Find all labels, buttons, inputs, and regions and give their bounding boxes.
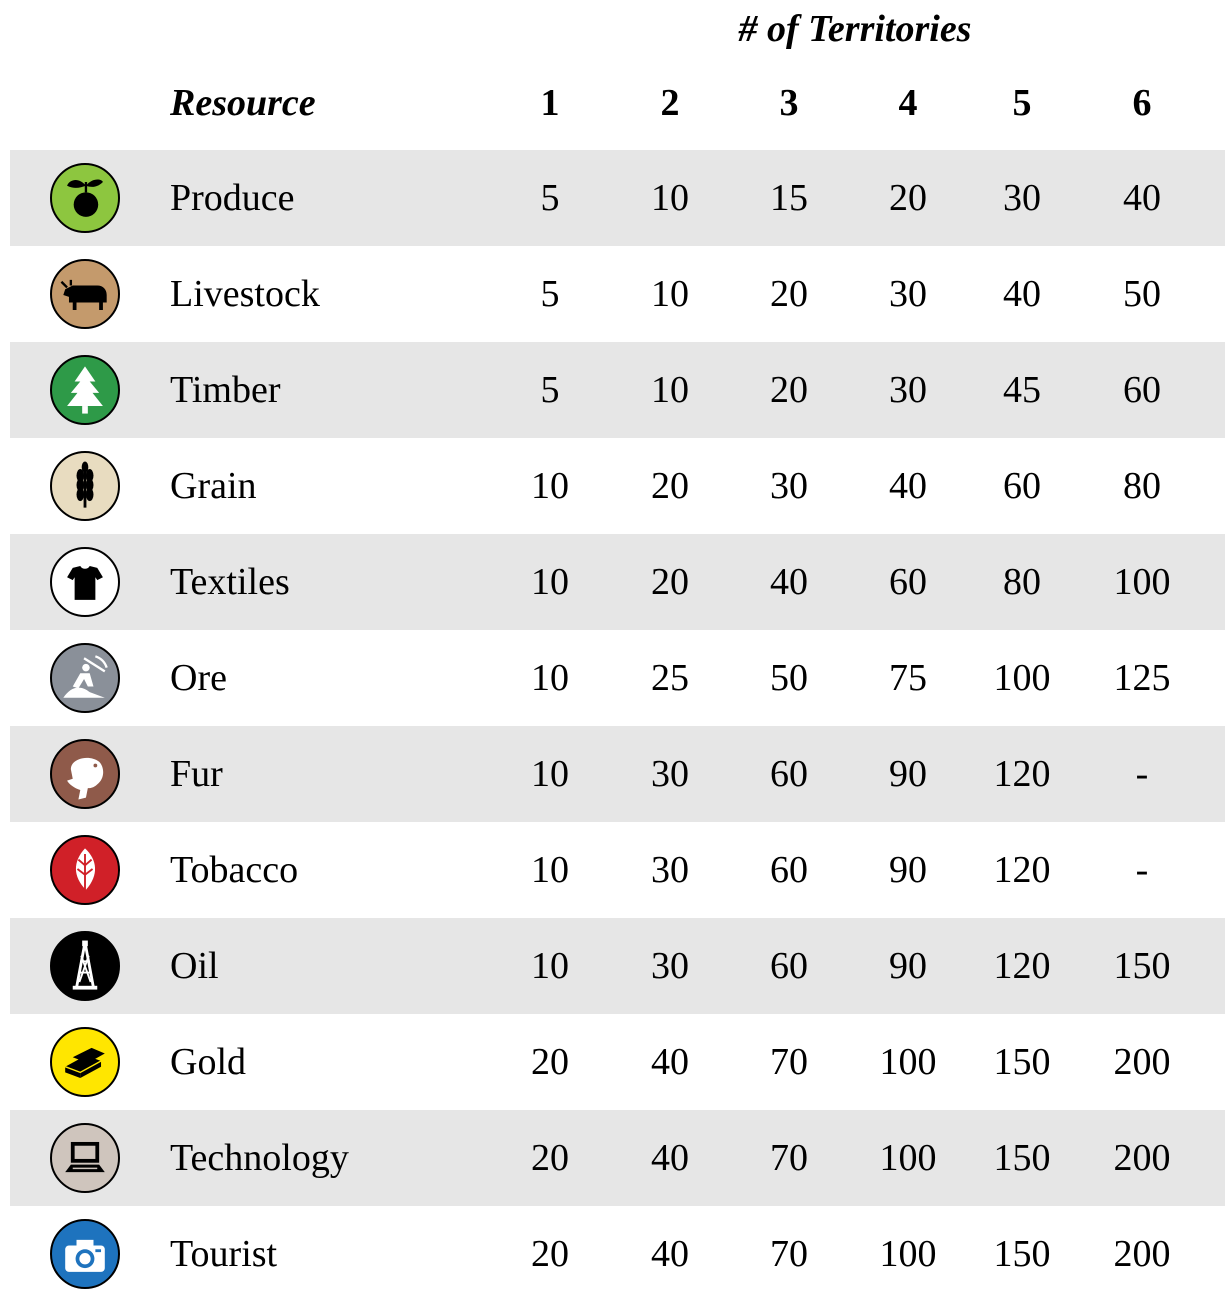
value-cell-5: 45 [1003,369,1041,411]
value-cell-1: 20 [531,1137,569,1179]
value-cell-2: 10 [651,369,689,411]
value-cell-4: 90 [889,753,927,795]
value-cell-1: 10 [531,465,569,507]
value-cell-4: 60 [889,561,927,603]
value-cell-5: 120 [993,753,1051,795]
table-row [10,822,1225,918]
value-cell-4: 20 [889,177,927,219]
value-cell-6: 200 [1113,1041,1171,1083]
value-cell-5: 100 [993,657,1051,699]
column-header-6: 6 [1132,82,1152,124]
value-cell-2: 25 [651,657,689,699]
value-cell-5: 150 [993,1233,1051,1275]
value-cell-1: 20 [531,1233,569,1275]
value-cell-2: 20 [651,561,689,603]
value-cell-1: 10 [531,561,569,603]
value-cell-6: 200 [1113,1233,1171,1275]
technology-icon [50,1123,120,1193]
value-cell-3: 60 [770,849,808,891]
value-cell-2: 20 [651,465,689,507]
column-header-row [0,78,1225,128]
value-cell-1: 5 [540,369,560,411]
column-header-2: 2 [660,82,680,124]
table-row [10,918,1225,1014]
value-cell-2: 40 [651,1233,689,1275]
table-row [10,534,1225,630]
value-cell-2: 30 [651,945,689,987]
table-row [10,246,1225,342]
table-row [10,342,1225,438]
value-cell-1: 10 [531,849,569,891]
value-cell-5: 30 [1003,177,1041,219]
value-cell-3: 70 [770,1233,808,1275]
value-cell-6: 200 [1113,1137,1171,1179]
value-cell-1: 10 [531,753,569,795]
resource-name: Tourist [170,1233,278,1275]
territories-header: # of Territories [738,8,972,50]
table-row [10,726,1225,822]
resource-name: Produce [170,177,295,219]
resource-name: Oil [170,945,219,987]
value-cell-3: 20 [770,273,808,315]
value-cell-3: 20 [770,369,808,411]
resource-name: Tobacco [170,849,299,891]
grain-icon [50,451,120,521]
value-cell-5: 120 [993,945,1051,987]
value-cell-4: 100 [879,1041,937,1083]
value-cell-6: 40 [1123,177,1161,219]
column-header-4: 4 [898,82,918,124]
value-cell-3: 40 [770,561,808,603]
value-cell-4: 100 [879,1137,937,1179]
column-header-3: 3 [779,82,799,124]
value-cell-1: 10 [531,945,569,987]
value-cell-5: 80 [1003,561,1041,603]
value-cell-5: 150 [993,1137,1051,1179]
value-cell-2: 40 [651,1041,689,1083]
value-cell-6: - [1135,753,1149,795]
produce-icon [50,163,120,233]
value-cell-3: 30 [770,465,808,507]
gold-icon [50,1027,120,1097]
resource-name: Fur [170,753,223,795]
value-cell-3: 60 [770,945,808,987]
resource-table [10,150,1225,1302]
column-header-5: 5 [1012,82,1032,124]
value-cell-6: - [1135,849,1149,891]
textiles-icon [50,547,120,617]
value-cell-3: 70 [770,1041,808,1083]
value-cell-3: 50 [770,657,808,699]
value-cell-6: 50 [1123,273,1161,315]
value-cell-1: 10 [531,657,569,699]
livestock-icon [50,259,120,329]
resource-name: Technology [170,1137,349,1179]
value-cell-1: 5 [540,177,560,219]
value-cell-2: 10 [651,273,689,315]
value-cell-4: 30 [889,273,927,315]
value-cell-5: 40 [1003,273,1041,315]
ore-icon [50,643,120,713]
resource-name: Grain [170,465,257,507]
table-row [10,438,1225,534]
value-cell-3: 15 [770,177,808,219]
tourist-icon [50,1219,120,1289]
value-cell-2: 30 [651,753,689,795]
column-header-1: 1 [540,82,560,124]
table-row [10,1110,1225,1206]
resource-name: Ore [170,657,227,699]
table-row [10,630,1225,726]
timber-icon [50,355,120,425]
oil-icon [50,931,120,1001]
value-cell-2: 10 [651,177,689,219]
value-cell-4: 30 [889,369,927,411]
value-cell-5: 150 [993,1041,1051,1083]
resource-name: Timber [170,369,281,411]
value-cell-1: 20 [531,1041,569,1083]
resource-name: Gold [170,1041,246,1083]
value-cell-5: 120 [993,849,1051,891]
value-cell-6: 80 [1123,465,1161,507]
value-cell-3: 70 [770,1137,808,1179]
value-cell-6: 60 [1123,369,1161,411]
value-cell-6: 125 [1113,657,1171,699]
value-cell-4: 75 [889,657,927,699]
value-cell-1: 5 [540,273,560,315]
table-row [10,1014,1225,1110]
fur-icon [50,739,120,809]
value-cell-5: 60 [1003,465,1041,507]
table-row [10,150,1225,246]
value-cell-4: 100 [879,1233,937,1275]
resource-column-header: Resource [170,82,316,124]
table-row [10,1206,1225,1302]
value-cell-4: 90 [889,945,927,987]
value-cell-4: 90 [889,849,927,891]
tobacco-icon [50,835,120,905]
value-cell-2: 30 [651,849,689,891]
resource-name: Textiles [170,561,290,603]
value-cell-3: 60 [770,753,808,795]
value-cell-6: 150 [1113,945,1171,987]
resource-name: Livestock [170,273,320,315]
value-cell-2: 40 [651,1137,689,1179]
value-cell-4: 40 [889,465,927,507]
value-cell-6: 100 [1113,561,1171,603]
